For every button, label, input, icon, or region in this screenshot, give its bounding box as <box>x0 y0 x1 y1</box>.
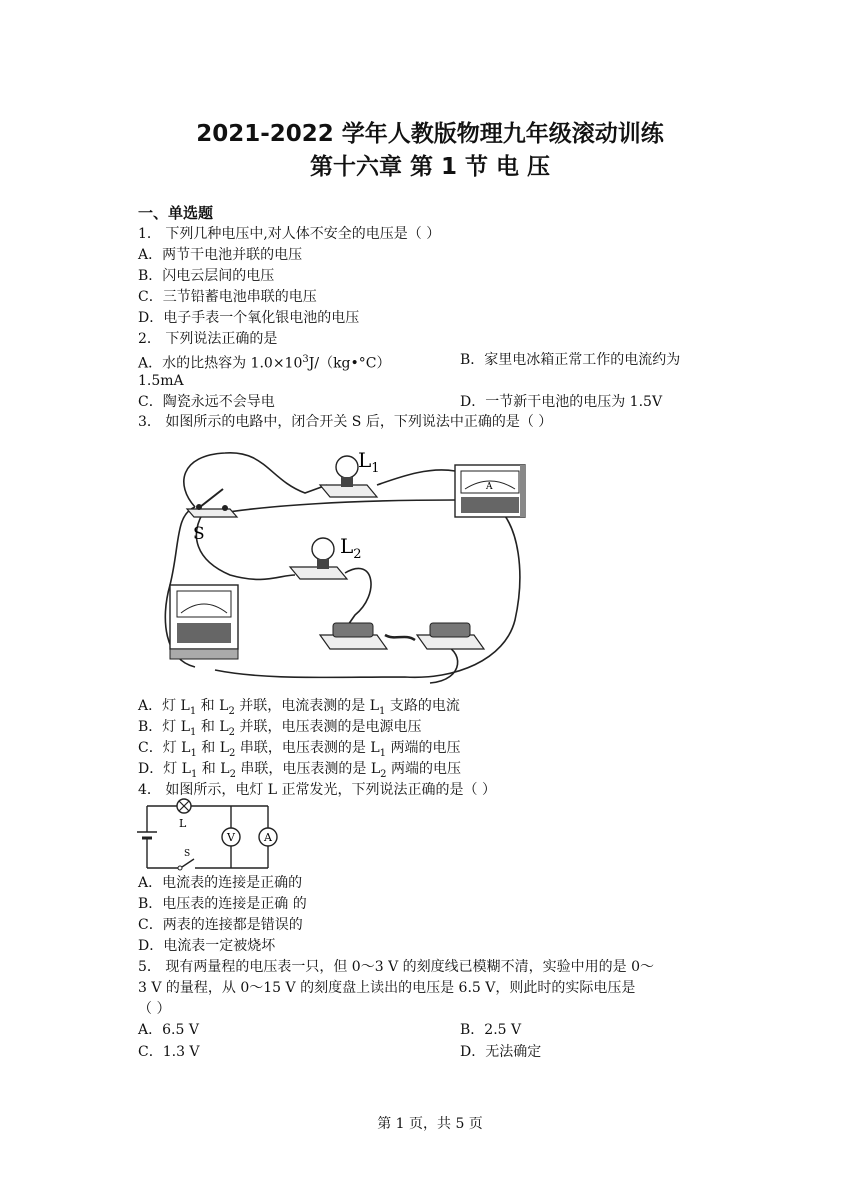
battery-holder-1 <box>320 623 387 649</box>
section-heading: 一、单选题 <box>138 204 214 222</box>
lamp-l2-label: $L_2$ <box>340 534 362 562</box>
q2-option-c: C．陶瓷永远不会导电 <box>138 394 275 410</box>
q4-option-a: A．电流表的连接是正确的 <box>138 875 303 891</box>
q1-stem: 1． 下列几种电压中,对人体不安全的电压是（ ） <box>138 226 441 242</box>
q2-stem: 2． 下列说法正确的是 <box>138 331 278 347</box>
lamp-l2 <box>290 538 347 579</box>
q5-option-d: D．无法确定 <box>460 1044 542 1060</box>
q4-stem: 4． 如图所示，电灯 L 正常发光，下列说法正确的是（ ） <box>138 782 497 798</box>
page-footer: 第 1 页，共 5 页 <box>377 1116 483 1132</box>
q2-option-b: B．家里电冰箱正常工作的电流约为 <box>460 352 681 368</box>
lamp-symbol <box>177 799 191 813</box>
q2-option-a: A．水的比热容为 $1.0\times 10^3J/(kg•^\circ C)$ <box>138 354 391 372</box>
switch-symbol-label: S <box>184 849 191 859</box>
q3-option-a: A．灯 $L_1$ 和 $L_2$ 并联，电流表测的是 $L_1$ 支路的电流 <box>138 698 460 717</box>
q3-option-b: B．灯 $L_1$ 和 $L_2$ 并联，电压表测的是电源电压 <box>138 719 422 738</box>
q2-option-d: D．一节新干电池的电压为 1.5V <box>460 394 663 410</box>
chapter-title: 第十六章 第 1 节 电 压 <box>309 154 551 180</box>
q4-option-c: C．两表的连接都是错误的 <box>138 917 303 933</box>
q1-option-c: C．三节铅蓄电池串联的电压 <box>138 289 317 305</box>
q2-option-b-continued: 1.5mA <box>138 373 184 389</box>
q1-option-d: D．电子手表一个氧化银电池的电压 <box>138 310 360 326</box>
q5-stem-line1: 5． 现有两量程的电压表一只，但 0～3 V 的刻度线已模糊不清，实验中用的是 0～ <box>138 959 654 975</box>
battery-holder-2 <box>417 623 484 649</box>
q1-option-a: A．两节干电池并联的电压 <box>138 247 303 263</box>
lamp-l1-label: $L_1$ <box>358 448 380 476</box>
document-title: 2021-2022 学年人教版物理九年级滚动训练 <box>196 121 664 147</box>
q3-option-c: C．灯 $L_1$ 和 $L_2$ 串联，电压表测的是 $L_1$ 两端的电压 <box>138 740 461 759</box>
q5-stem-line3: （ ） <box>138 1001 171 1017</box>
voltmeter-symbol-label: V <box>227 831 235 844</box>
voltmeter-device <box>170 585 238 659</box>
switch-label: S <box>193 524 205 544</box>
ammeter-symbol-label: A <box>264 831 272 844</box>
q4-option-b: B．电压表的连接是正确 的 <box>138 896 307 912</box>
q3-stem: 3． 如图所示的电路中，闭合开关 S 后，下列说法中正确的是（ ） <box>138 414 553 430</box>
q1-option-b: B．闪电云层间的电压 <box>138 268 275 284</box>
q3-circuit-figure <box>155 445 535 690</box>
q4-circuit-diagram <box>133 798 283 873</box>
q5-option-c: C．1.3 V <box>138 1044 200 1060</box>
q5-option-a: A．6.5 V <box>138 1022 199 1038</box>
q5-stem-line2: 3 V 的量程，从 0～15 V 的刻度盘上读出的电压是 6.5 V，则此时的实际电压是 <box>138 980 636 996</box>
lamp-symbol-label: L <box>179 817 187 830</box>
ammeter-label: A <box>486 482 493 492</box>
switch-device <box>187 489 237 517</box>
q5-option-b: B．2.5 V <box>460 1022 522 1038</box>
q3-option-d: D．灯 $L_1$ 和 $L_2$ 串联，电压表测的是 $L_2$ 两端的电压 <box>138 761 461 780</box>
q4-option-d: D．电流表一定被烧坏 <box>138 938 276 954</box>
switch-symbol <box>178 859 194 870</box>
